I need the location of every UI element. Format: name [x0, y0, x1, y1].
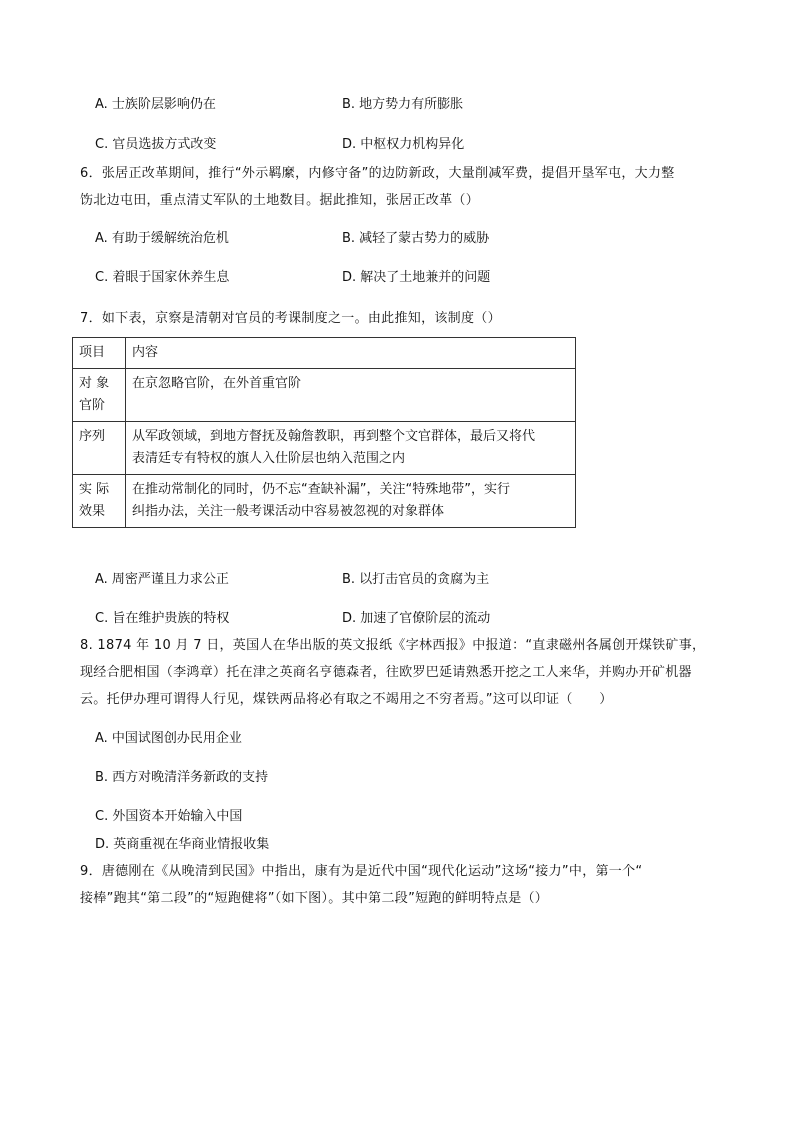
table-row-label: 序列 — [73, 422, 126, 475]
q8-stem-line1: 8. 1874 年 10 月 7 日，英国人在华出版的英文报纸《字林西报》中报道：“直隶磁州各属创开煤铁矿事， — [80, 638, 706, 653]
table-header-content: 内容 — [126, 338, 576, 369]
q8-stem-line2: 现经合肥相国（李鸿章）托在津之英商名亨德森者，往欧罗巴延请熟悉开挖之工人来华，并购办开矿机器 — [80, 665, 692, 680]
table-row-content: 在推动常制化的同时，仍不忘“查缺补漏”，关注“特殊地带”，实行 纠指办法，关注一般考课活动中容易被忽视的对象群体 — [126, 475, 576, 528]
q8-stem-line3: 云。托伊办理可谓得人行见，煤铁两品将必有取之不竭用之不穷者焉。”这可以印证（ ） — [80, 692, 613, 707]
q6-option-b: B. 减轻了蒙古势力的威胁 — [342, 231, 490, 246]
table-row — [73, 475, 576, 528]
table-row-content: 从军政领域，到地方督抚及翰詹教职，再到整个文官群体，最后又将代 表清廷专有特权的旗人入仕阶层也纳入范围之内 — [126, 422, 576, 475]
jingcha-table — [72, 337, 576, 528]
table-header-row — [73, 338, 576, 369]
q9-stem-line2: 接棒”跑其“第二段”的“短跑健将”（如下图）。其中第二段”短跑的鲜明特点是（） — [80, 891, 549, 906]
q7-option-d: D. 加速了官僚阶层的流动 — [342, 611, 491, 626]
table-header-item: 项目 — [73, 338, 126, 369]
q9-stem-line1: 9．唐德刚在《从晚清到民国》中指出，康有为是近代中国“现代化运动”这场“接力”中，第一个“ — [80, 864, 643, 879]
q7-option-b: B. 以打击官员的贪腐为主 — [342, 572, 490, 587]
table-row-label: 实 际 效果 — [73, 475, 126, 528]
q6-stem-line2: 饬北边屯田，重点清丈军队的土地数目。据此推知，张居正改革（） — [80, 193, 480, 208]
q5-option-c: C. 官员选拔方式改变 — [95, 137, 217, 152]
q6-option-d: D. 解决了土地兼并的问题 — [342, 270, 491, 285]
table-row — [73, 369, 576, 422]
q8-option-d: D. 英商重视在华商业情报收集 — [95, 837, 270, 852]
q8-option-c: C. 外国资本开始输入中国 — [95, 809, 243, 824]
q6-stem-line1: 6．张居正改革期间，推行“外示羁縻，内修守备”的边防新政，大量削减军费，提倡开垦军屯，大力整 — [80, 166, 675, 181]
q7-option-a: A. 周密严谨且力求公正 — [95, 572, 229, 587]
q8-option-b: B. 西方对晚清洋务新政的支持 — [95, 770, 269, 785]
q5-option-a: A. 士族阶层影响仍在 — [95, 97, 216, 112]
table-row — [73, 422, 576, 475]
q5-option-b: B. 地方势力有所膨胀 — [342, 97, 464, 112]
q5-option-d: D. 中枢权力机构异化 — [342, 137, 465, 152]
q6-option-a: A. 有助于缓解统治危机 — [95, 231, 229, 246]
q7-option-c: C. 旨在维护贵族的特权 — [95, 611, 230, 626]
table-row-label: 对 象 官阶 — [73, 369, 126, 422]
q7-stem: 7．如下表，京察是清朝对官员的考课制度之一。由此推知，该制度（） — [80, 311, 501, 326]
table-row-content: 在京忽略官阶，在外首重官阶 — [126, 369, 576, 422]
q8-option-a: A. 中国试图创办民用企业 — [95, 731, 242, 746]
q6-option-c: C. 着眼于国家休养生息 — [95, 270, 230, 285]
